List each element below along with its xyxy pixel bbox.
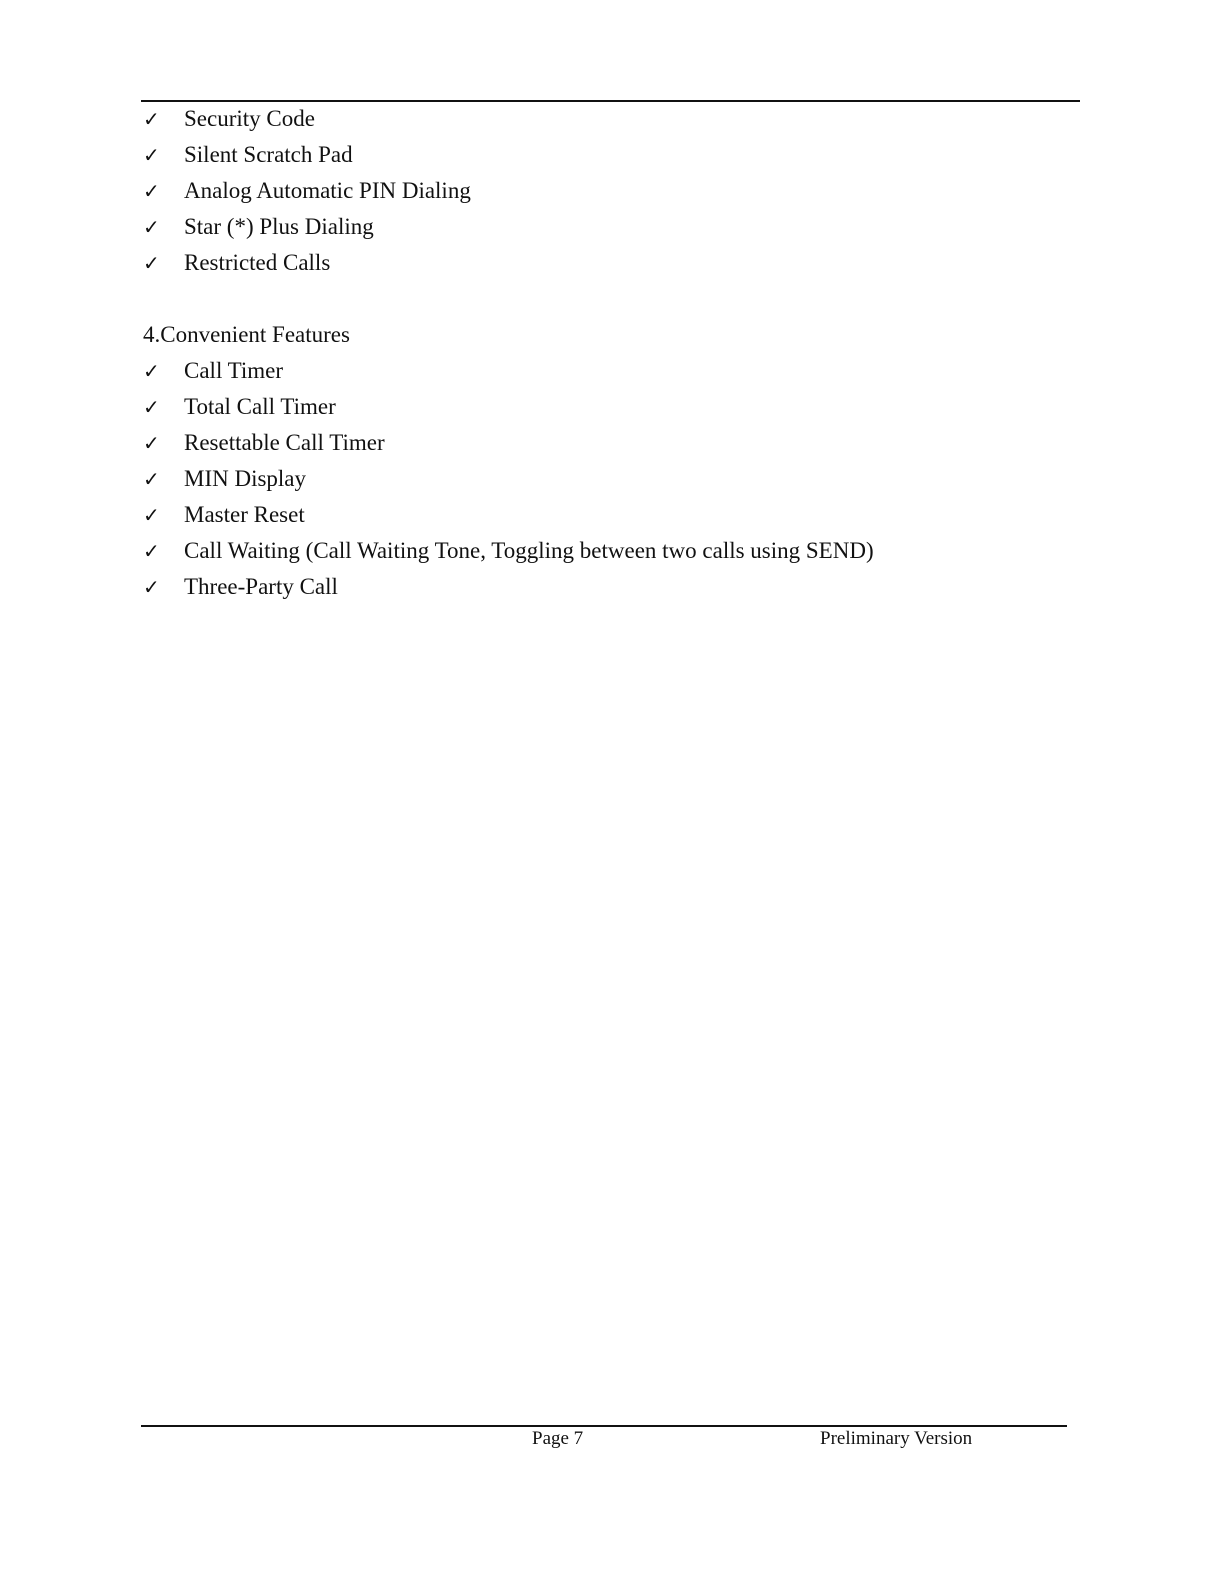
list-item xyxy=(143,137,471,173)
check-mark-icon: ✓ xyxy=(143,575,160,599)
check-mark-icon: ✓ xyxy=(143,359,160,383)
feature-label: Security Code xyxy=(184,106,315,131)
check-mark-icon: ✓ xyxy=(143,143,160,167)
list-item xyxy=(143,209,471,245)
feature-label: Three-Party Call xyxy=(184,574,338,599)
list-item xyxy=(143,389,874,425)
check-mark-icon: ✓ xyxy=(143,251,160,275)
list-item xyxy=(143,173,471,209)
feature-label: MIN Display xyxy=(184,466,307,491)
feature-label: Master Reset xyxy=(184,502,305,527)
convenient-feature-list xyxy=(143,353,874,605)
feature-label: Silent Scratch Pad xyxy=(184,142,353,167)
list-item xyxy=(143,461,874,497)
check-mark-icon: ✓ xyxy=(143,215,160,239)
check-mark-icon: ✓ xyxy=(143,179,160,203)
list-item xyxy=(143,101,471,137)
check-mark-icon: ✓ xyxy=(143,107,160,131)
feature-label: Call Waiting (Call Waiting Tone, Toggling between two calls using SEND) xyxy=(184,538,874,563)
list-item xyxy=(143,497,874,533)
list-item xyxy=(143,533,874,569)
list-item xyxy=(143,569,874,605)
feature-label: Call Timer xyxy=(184,358,284,383)
version-label: Preliminary Version xyxy=(820,1428,973,1449)
feature-label: Restricted Calls xyxy=(184,250,331,275)
check-mark-icon: ✓ xyxy=(143,467,160,491)
feature-label: Resettable Call Timer xyxy=(184,430,385,455)
section-heading: 4.Convenient Features xyxy=(143,322,350,347)
check-mark-icon: ✓ xyxy=(143,503,160,527)
list-item xyxy=(143,353,874,389)
feature-label: Star (*) Plus Dialing xyxy=(184,214,374,239)
feature-label: Analog Automatic PIN Dialing xyxy=(184,178,471,203)
list-item xyxy=(143,245,471,281)
security-feature-list xyxy=(143,101,471,281)
check-mark-icon: ✓ xyxy=(143,395,160,419)
feature-label: Total Call Timer xyxy=(184,394,336,419)
check-mark-icon: ✓ xyxy=(143,431,160,455)
page-number: Page 7 xyxy=(532,1428,584,1449)
check-mark-icon: ✓ xyxy=(143,539,160,563)
list-item xyxy=(143,425,874,461)
